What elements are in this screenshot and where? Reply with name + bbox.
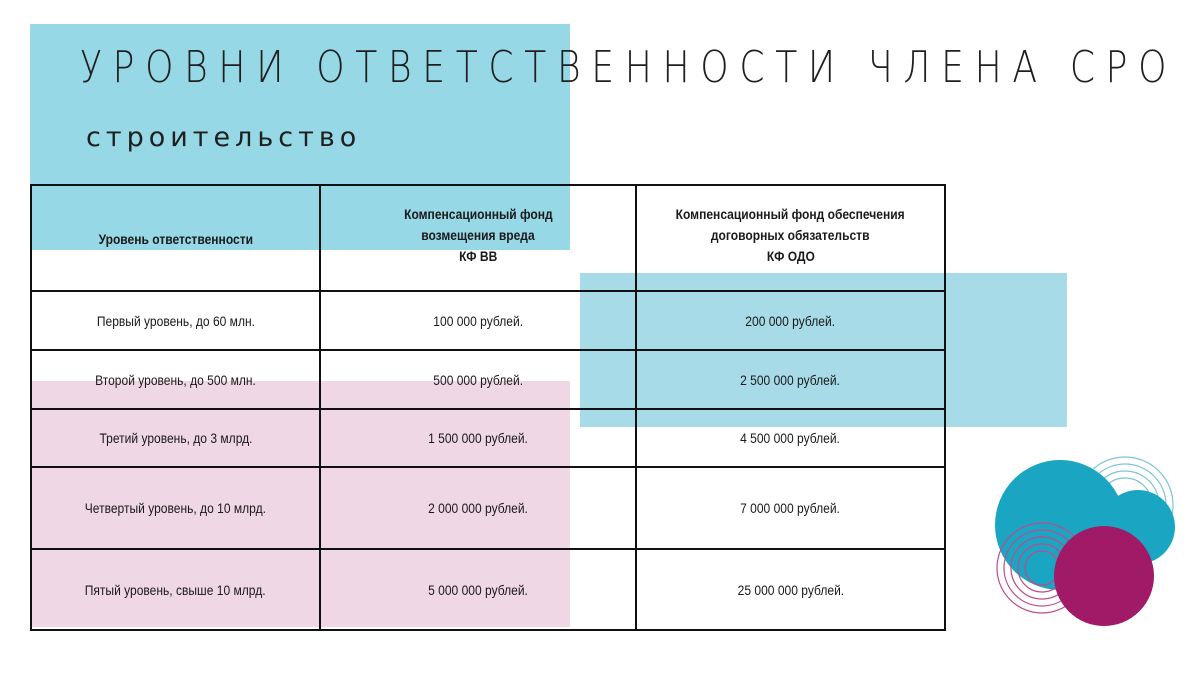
slide-subtitle: строительство xyxy=(86,122,362,153)
cell-kf-odo: 25 000 000 рублей. xyxy=(636,549,945,630)
decorative-circles-graphic xyxy=(990,450,1190,640)
magenta-circle xyxy=(1054,526,1154,626)
cell-kf-odo: 4 500 000 рублей. xyxy=(636,409,945,467)
table-header-row xyxy=(31,185,945,291)
table-row xyxy=(31,409,945,467)
cell-level: Первый уровень, до 60 млн. xyxy=(31,291,320,350)
table-row xyxy=(31,350,945,409)
cell-kf-vv: 2 000 000 рублей. xyxy=(320,467,636,549)
cell-kf-odo: 7 000 000 рублей. xyxy=(636,467,945,549)
cell-level: Второй уровень, до 500 млн. xyxy=(31,350,320,409)
cell-kf-vv: 5 000 000 рублей. xyxy=(320,549,636,630)
cell-kf-odo: 2 500 000 рублей. xyxy=(636,350,945,409)
cell-kf-vv: 100 000 рублей. xyxy=(320,291,636,350)
cell-kf-vv: 1 500 000 рублей. xyxy=(320,409,636,467)
header-liability-level: Уровень ответственности xyxy=(31,185,320,291)
table-row xyxy=(31,549,945,630)
cell-level: Четвертый уровень, до 10 млрд. xyxy=(31,467,320,549)
cell-kf-odo: 200 000 рублей. xyxy=(636,291,945,350)
cell-level: Пятый уровень, свыше 10 млрд. xyxy=(31,549,320,630)
cell-kf-vv: 500 000 рублей. xyxy=(320,350,636,409)
header-kf-vv: Компенсационный фонд возмещения вреда КФ ВВ xyxy=(320,185,636,291)
slide-title: УРОВНИ ОТВЕТСТВЕННОСТИ ЧЛЕНА СРО xyxy=(80,42,1178,93)
table-row xyxy=(31,291,945,350)
table-row xyxy=(31,467,945,549)
header-kf-odo: Компенсационный фонд обеспечения договорных обязательств КФ ОДО xyxy=(636,185,945,291)
liability-levels-table xyxy=(30,184,946,631)
cell-level: Третий уровень, до 3 млрд. xyxy=(31,409,320,467)
